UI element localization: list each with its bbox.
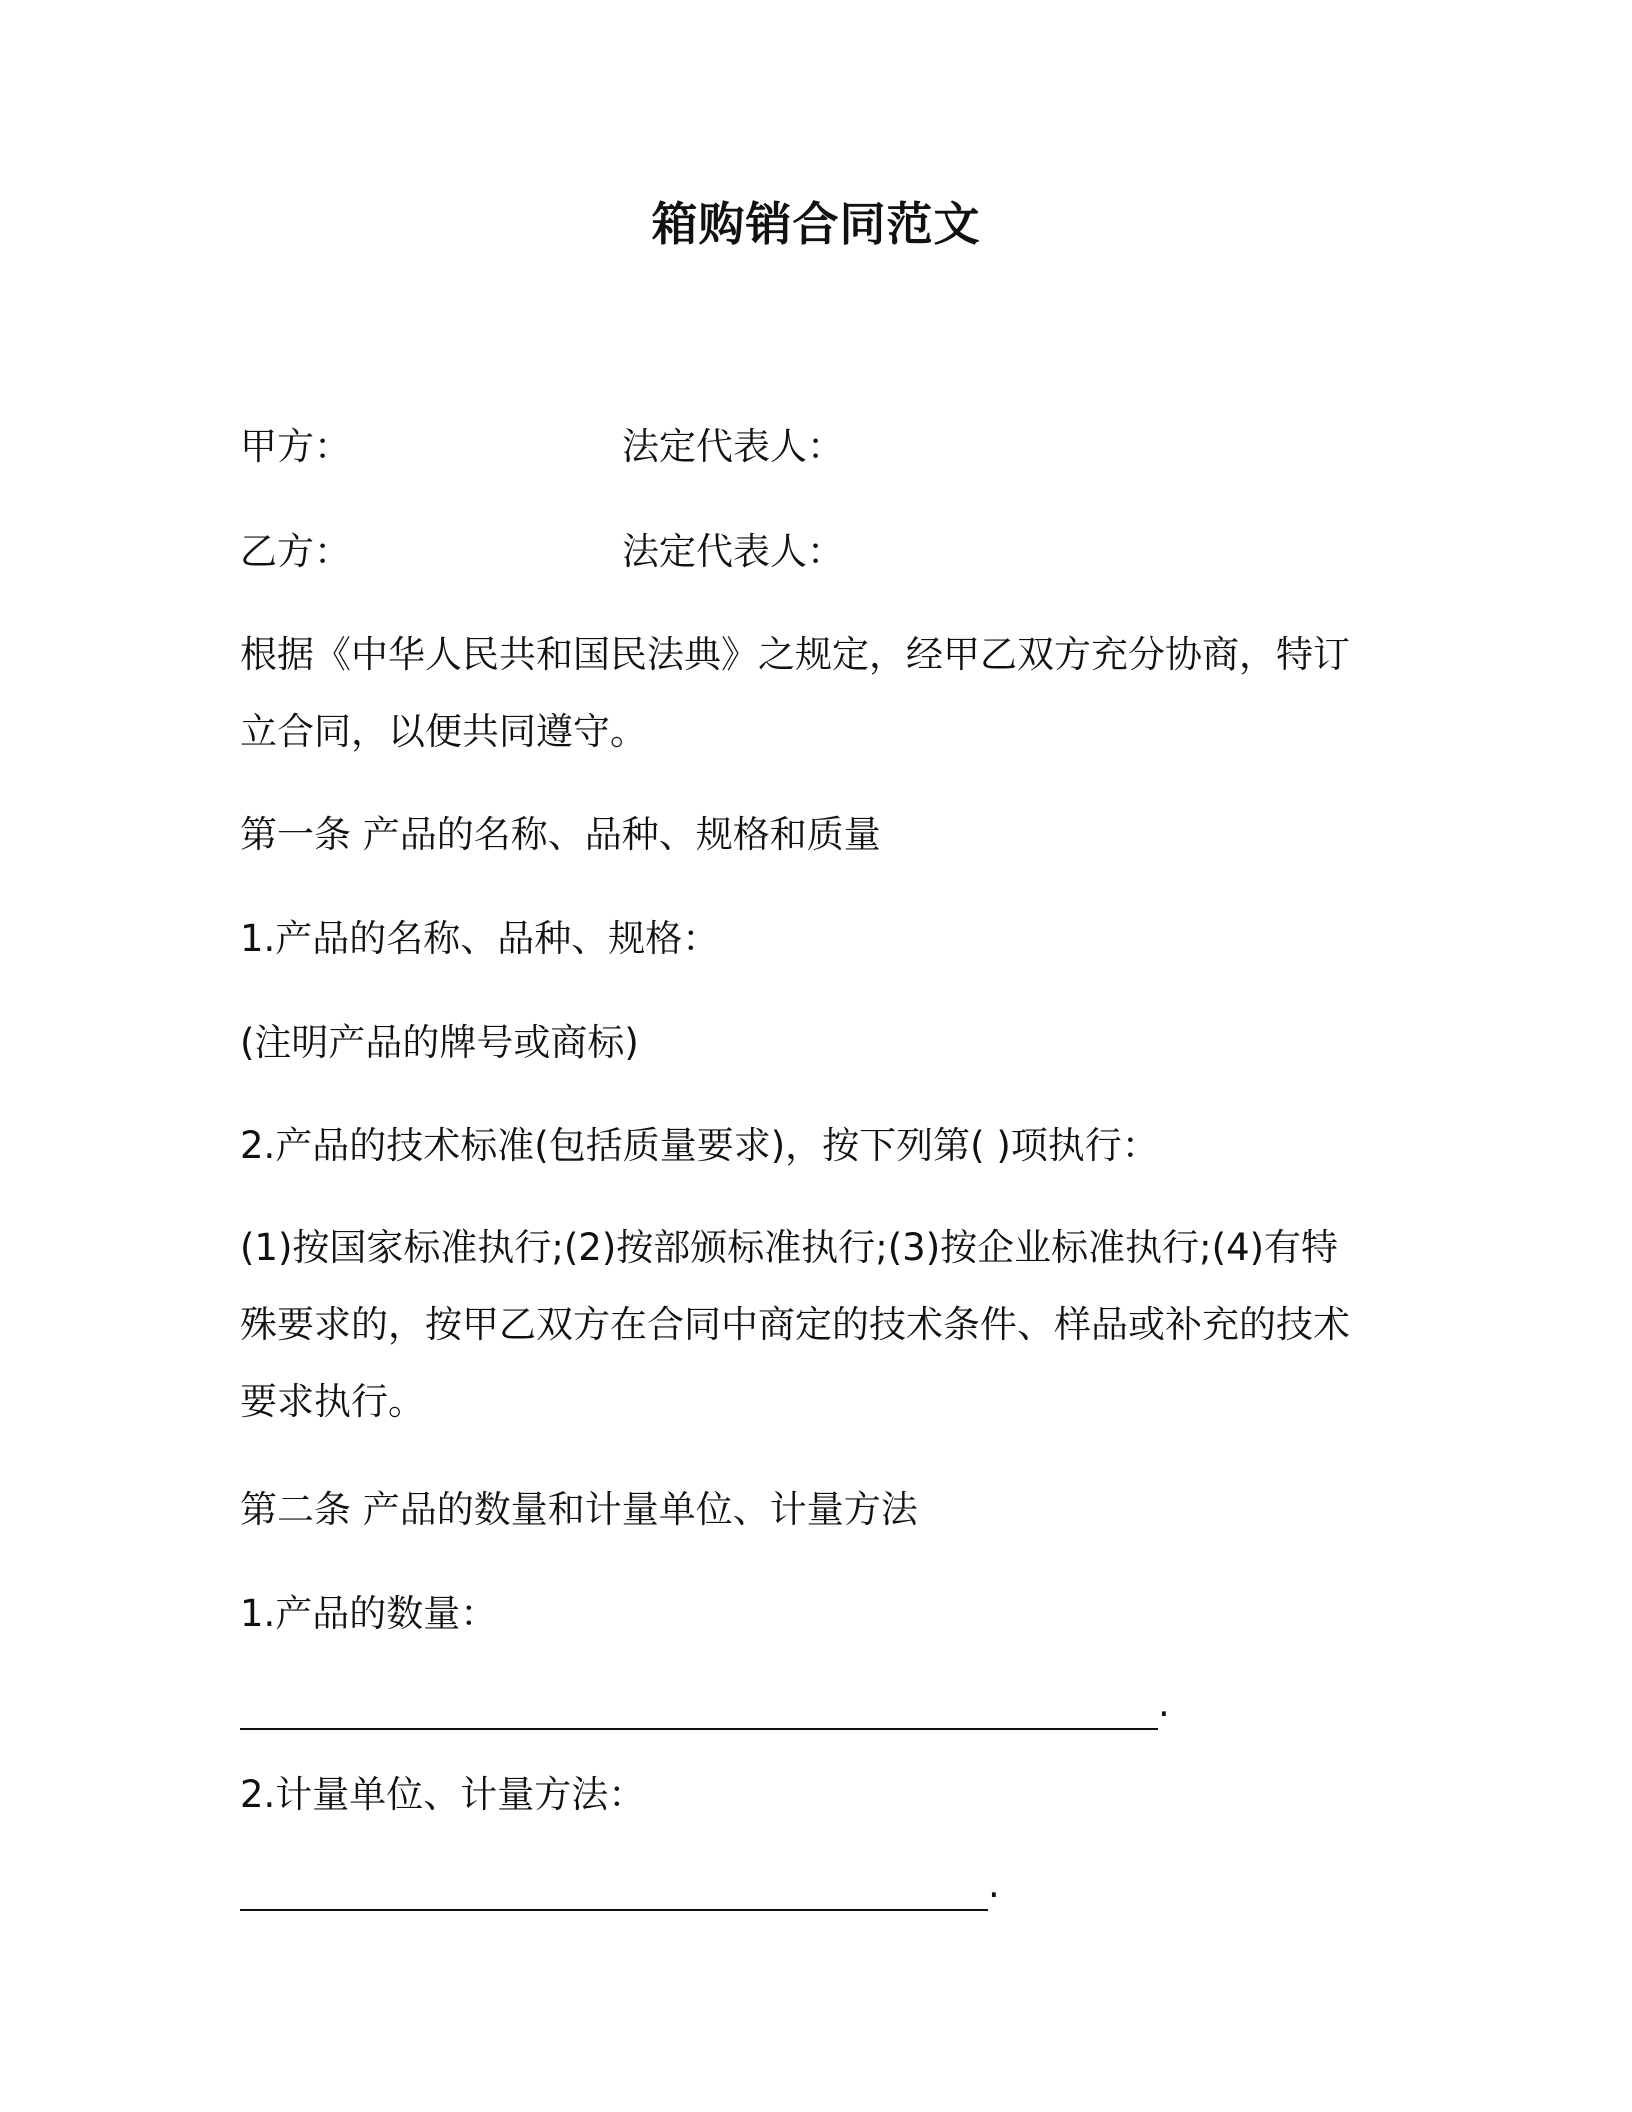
party-b-representative-label: 法定代表人： bbox=[622, 530, 844, 573]
measurement-line-end: . bbox=[988, 1863, 1000, 1906]
article-1-heading: 第一条 产品的名称、品种、规格和质量 bbox=[240, 813, 881, 856]
article-2-heading: 第二条 产品的数量和计量单位、计量方法 bbox=[240, 1488, 918, 1531]
document-title: 箱购销合同范文 bbox=[651, 197, 981, 251]
article-2-item-1: 1.产品的数量： bbox=[240, 1592, 498, 1635]
party-b-label: 乙方： bbox=[240, 530, 351, 573]
party-a-representative-label: 法定代表人： bbox=[622, 425, 844, 468]
quantity-underline bbox=[240, 1690, 1158, 1730]
article-1-note: (注明产品的牌号或商标) bbox=[240, 1021, 639, 1064]
article-1-item-1: 1.产品的名称、品种、规格： bbox=[240, 917, 720, 960]
party-a-label: 甲方： bbox=[240, 425, 351, 468]
quantity-line-end: . bbox=[1158, 1682, 1170, 1725]
article-2-item-2: 2.计量单位、计量方法： bbox=[240, 1773, 646, 1816]
article-1-item-2: 2.产品的技术标准(包括质量要求)，按下列第( )项执行： bbox=[240, 1124, 1159, 1167]
article-1-options-paragraph: (1)按国家标准执行;(2)按部颁标准执行;(3)按企业标准执行;(4)有特殊要求的，按甲乙双方在合同中商定的技术条件、样品或补充的技术要求执行。 bbox=[240, 1226, 1350, 1423]
quantity-blank-line bbox=[240, 1678, 1170, 1730]
preamble-paragraph: 根据《中华人民共和国民法典》之规定，经甲乙双方充分协商，特订立合同，以便共同遵守。 bbox=[240, 633, 1350, 753]
measurement-underline bbox=[240, 1871, 988, 1911]
measurement-blank-line bbox=[240, 1859, 1000, 1911]
